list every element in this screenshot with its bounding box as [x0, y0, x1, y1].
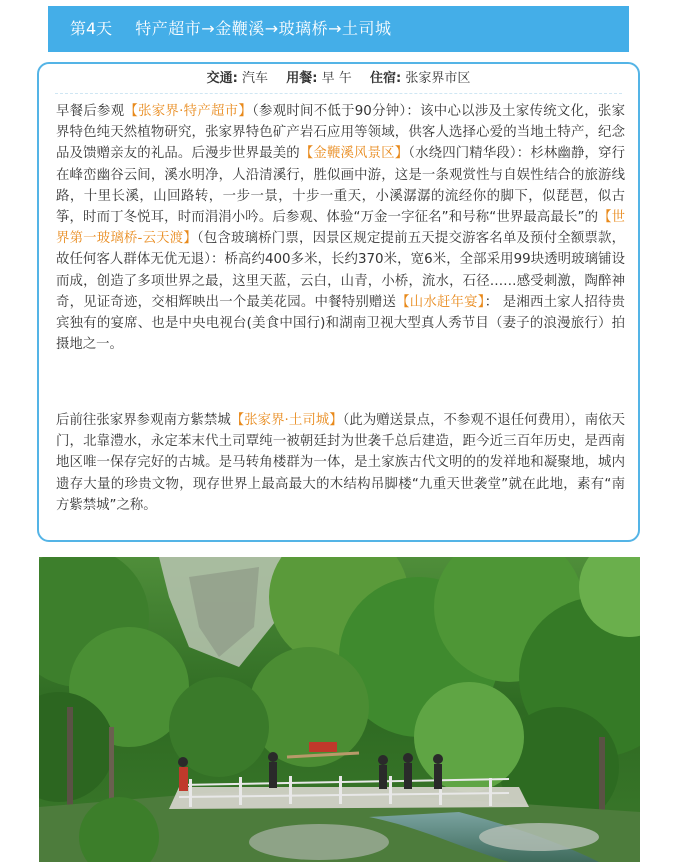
transport-value: 汽车 [241, 71, 268, 86]
highlight-glass-bridge: 【世界第一玻璃桥-云天渡】 [56, 210, 626, 247]
transport-label: 交通: [206, 71, 238, 86]
day-header-bar [48, 6, 629, 52]
day-number: 第4天 [70, 19, 113, 38]
meals-label: 用餐: [286, 71, 318, 86]
itinerary-box [37, 62, 640, 542]
day-route: 特产超市→金鞭溪→玻璃桥→土司城 [135, 19, 392, 38]
highlight-banquet: 【山水赶年宴】 [396, 294, 485, 310]
highlight-tusi-city: 【张家界·土司城】 [230, 413, 343, 428]
highlight-specialty-market: 【张家界·特产超市】 [124, 104, 253, 119]
paragraph-morning: 早餐后参观【张家界·特产超市】（参观时间不低于90分钟）：该中心以涉及土家传统文化，张家界特色纯天然植物研究，张家界特色矿产岩石应用等领域，供客人选择心爱的当地土特产，纪念品及馈赠亲友的礼品。后漫步世界最美的【金鞭溪风景区】（水绕四门精华段）：杉林幽静，穿行在峰峦幽谷云间，溪水明净，人沿清溪行，胜似画中游，这是一条观赏性与自娱性结合的旅游线路，十里长溪，山回路转，一步一景，十步一重天，小溪潺潺的流经你的脚下，似琵琶，似古筝，时而丁冬悦耳，时而涓涓小吟。后参观、体验“万金一字征名”和号称“世界最高最长”的【世界第一玻璃桥-云天渡】（包含玻璃桥门票，因景区规定提前五天提交游客名单及预付全额票款，故任何客人群体无优无退）：桥高约400多米，长约370米，宽6米，全部采用99块透明玻璃铺设而成，创造了多项世界之最，这里天蓝，云白，山青，小桥，流水，石径……感受刺激，陶醉神奇，见证奇迹，交相辉映出一个最美花园。中餐特别赠送【山水赶年宴】： 是湘西土家人招待贵宾独有的宴席、也是中央电视台(美食中国行)和湖南卫视大型真人秀节目（妻子的浪漫旅行）拍摄地之一。 [56, 104, 626, 353]
meals-value: 早 午 [321, 71, 352, 86]
meta-row [39, 68, 638, 90]
forest-stream-photo [39, 557, 640, 862]
stay-label: 住宿: [370, 71, 402, 86]
paragraph-afternoon: 后前往张家界参观南方紫禁城【张家界·土司城】（此为赠送景点，不参观不退任何费用），南依天门，北靠澧水，永定苯末代土司覃纯一被朝廷封为世袭千总后建造，距今近三百年历史，是西南地区唯一保存完好的古城。是马转角楼群为一体，是土家族古代文明的的发祥地和凝聚地，城内遗存大量的珍贵文物，现存世界上最高最大的木结构吊脚楼“九重天世袭堂”就在此地，素有“南方紫禁城”之称。 [56, 413, 625, 513]
scenic-photo [39, 557, 640, 862]
meta-divider [55, 93, 622, 94]
highlight-jinbianxi: 【金鞭溪风景区】 [299, 146, 409, 162]
stay-value: 张家界市区 [405, 71, 471, 86]
